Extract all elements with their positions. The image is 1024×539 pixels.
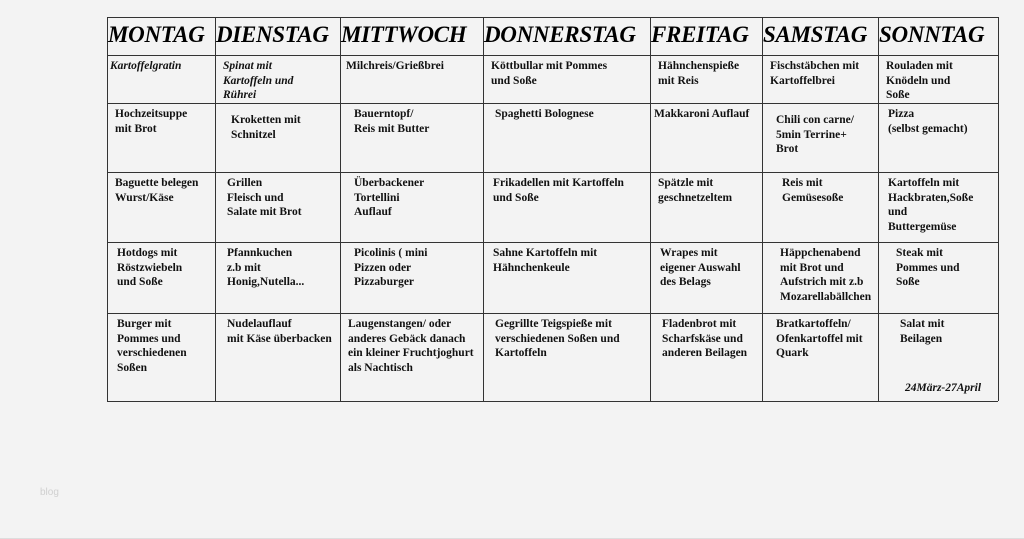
meal-cell: Wrapes mit eigener Auswahl des Belags <box>660 247 741 288</box>
meal-cell: Bratkartoffeln/ Ofenkartoffel mit Quark <box>776 318 863 359</box>
table-row-border <box>107 172 998 173</box>
meal-cell: Chili con carne/ 5min Terrine+ Brot <box>776 114 854 155</box>
meal-cell: Frikadellen mit Kartoffeln und Soße <box>493 177 624 204</box>
table-column-border <box>878 17 879 401</box>
table-row-border <box>107 313 998 314</box>
table-column-border <box>483 17 484 401</box>
meal-cell: Spätzle mit geschnetzeltem <box>658 177 733 204</box>
table-column-border <box>650 17 651 401</box>
meal-cell: Fladenbrot mit Scharfskäse und anderen Beilagen <box>662 318 748 359</box>
table-column-border <box>340 17 341 401</box>
meal-cell: Burger mit Pommes und verschiedenen Soßen <box>117 318 187 374</box>
meal-cell: Spaghetti Bolognese <box>495 108 594 120</box>
table-column-border <box>107 17 108 401</box>
meal-cell: Kartoffelgratin <box>110 60 182 72</box>
meal-cell: Hochzeitsuppe mit Brot <box>115 108 188 135</box>
meal-cell: Fischstäbchen mit Kartoffelbrei <box>770 60 860 87</box>
meal-cell: Steak mit Pommes und Soße <box>896 247 960 288</box>
meal-cell: Sahne Kartoffeln mit Hähnchenkeule <box>493 247 598 274</box>
meal-cell: Bauerntopf/ Reis mit Butter <box>354 108 430 135</box>
day-header-samstag: SAMSTAG <box>763 22 868 47</box>
meal-cell: Milchreis/Grießbrei <box>346 60 444 72</box>
table-row-border <box>107 401 998 402</box>
meal-cell: Köttbullar mit Pommes und Soße <box>491 60 608 87</box>
date-range-note: 24März-27April <box>905 382 982 394</box>
meal-cell: Reis mit Gemüsesoße <box>782 177 844 204</box>
meal-cell: Rouladen mit Knödeln und Soße <box>886 60 953 101</box>
meal-cell: Kartoffeln mit Hackbraten,Soße und Buttergemüse <box>888 177 974 233</box>
meal-cell: Pfannkuchen z.b mit Honig,Nutella... <box>227 247 305 288</box>
meal-cell: Gegrillte Teigspieße mit verschiedenen Soßen und Kartoffeln <box>495 318 620 359</box>
meal-cell: Überbackener Tortellini Auflauf <box>354 177 425 218</box>
meal-cell: Häppchenabend mit Brot und Aufstrich mit z.b Mozarellabällchen <box>780 247 872 303</box>
meal-cell: Baguette belegen Wurst/Käse <box>115 177 199 204</box>
meal-cell: Grillen Fleisch und Salate mit Brot <box>227 177 302 218</box>
table-column-border <box>998 17 999 401</box>
table-column-border <box>762 17 763 401</box>
meal-cell: Laugenstangen/ oder anderes Gebäck danach ein kleiner Fruchtjoghurt als Nachtisch <box>348 318 474 374</box>
meal-cell: Makkaroni Auflauf <box>654 108 750 120</box>
day-header-freitag: FREITAG <box>651 22 749 47</box>
meal-cell: Hotdogs mit Röstzwiebeln und Soße <box>117 247 183 288</box>
day-header-mittwoch: MITTWOCH <box>341 22 467 47</box>
meal-cell: Pizza (selbst gemacht) <box>888 108 968 135</box>
day-header-donnerstag: DONNERSTAG <box>484 22 636 47</box>
meal-cell: Spinat mit Kartoffeln und Rührei <box>223 60 294 101</box>
watermark: blog <box>40 487 59 498</box>
meal-cell: Hähnchenspieße mit Reis <box>658 60 740 87</box>
day-header-sonntag: SONNTAG <box>879 22 985 47</box>
table-row-border <box>107 17 998 18</box>
meal-cell: Picolinis ( mini Pizzen oder Pizzaburger <box>354 247 428 288</box>
meal-cell: Nudelauflauf mit Käse überbacken <box>227 318 332 345</box>
table-row-border <box>107 103 998 104</box>
day-header-dienstag: DIENSTAG <box>216 22 329 47</box>
table-row-border <box>107 242 998 243</box>
meal-cell: Kroketten mit Schnitzel <box>231 114 301 141</box>
day-header-montag: MONTAG <box>108 22 205 47</box>
meal-cell: Salat mit Beilagen <box>900 318 945 345</box>
table-column-border <box>215 17 216 401</box>
table-row-border <box>107 55 998 56</box>
meal-plan-table <box>107 17 998 401</box>
